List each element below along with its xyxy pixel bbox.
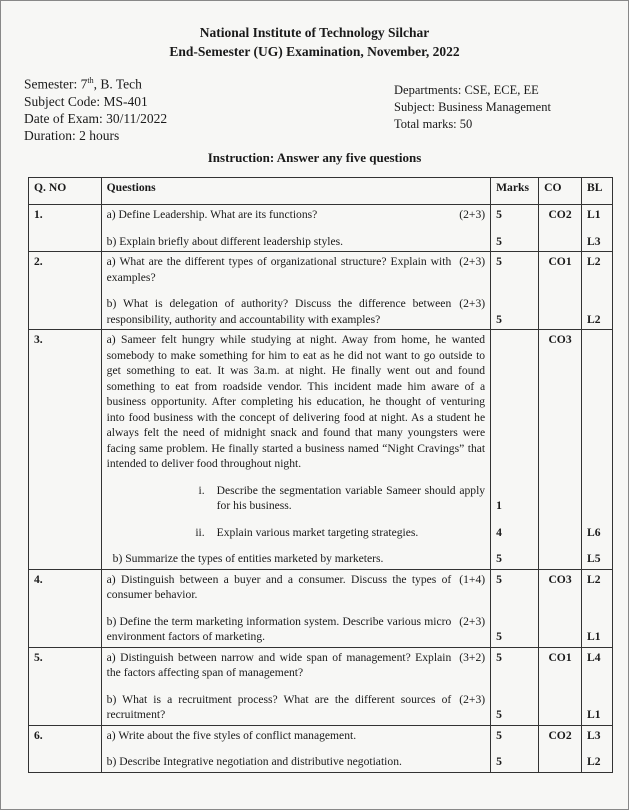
marks: 5 — [491, 542, 539, 569]
col-qno: Q. NO — [29, 178, 102, 205]
question-part — [107, 296, 485, 327]
marks-split: (2+3) — [459, 614, 486, 628]
duration: Duration: 2 hours — [24, 127, 120, 143]
blooms-level: L3 — [582, 225, 613, 252]
blooms-level: L6 — [582, 516, 613, 543]
table-row — [29, 516, 613, 543]
question-text — [101, 330, 490, 474]
question-text — [101, 569, 490, 605]
question-part — [107, 728, 485, 744]
exam-meta-right — [394, 82, 551, 133]
institute-name: National Institute of Technology Silchar — [199, 25, 430, 40]
blooms-level: L5 — [582, 542, 613, 569]
semester: Semester: 7th, B. Tech — [24, 76, 142, 92]
col-co: CO — [539, 178, 582, 205]
question-part — [107, 572, 485, 603]
question-number: 3. — [29, 330, 102, 570]
question-text — [101, 542, 490, 569]
blooms-level: L2 — [582, 745, 613, 772]
table-row — [29, 474, 613, 516]
question-text — [101, 225, 490, 252]
marks: 1 — [491, 474, 539, 516]
question-part-text: b) Summarize the types of entities marketed by marketers. — [112, 552, 384, 565]
course-outcome: CO3 — [539, 569, 582, 647]
course-outcome: CO2 — [539, 725, 582, 772]
blooms-level: L3 — [582, 725, 613, 745]
exam-meta-left — [24, 72, 167, 144]
sub-question — [107, 483, 485, 514]
subject: Subject: Business Management — [394, 100, 551, 114]
marks-split: (2+3) — [459, 692, 486, 706]
marks: 5 — [491, 683, 539, 726]
question-text — [101, 647, 490, 683]
question-part — [107, 650, 485, 681]
question-part — [107, 207, 485, 223]
question-part-text: a) Define Leadership. What are its functions? — [106, 208, 318, 221]
table-row — [29, 205, 613, 225]
table-row — [29, 287, 613, 330]
departments: Departments: CSE, ECE, EE — [394, 83, 539, 97]
marks — [491, 330, 539, 474]
question-part-text: a) Distinguish between a buyer and a consumer. Discuss the types of consumer behavior. — [106, 572, 452, 601]
question-part — [107, 234, 485, 250]
table-row — [29, 225, 613, 252]
marks-split: (3+2) — [459, 650, 486, 664]
sub-question-number: ii. — [195, 525, 205, 539]
course-outcome: CO1 — [539, 252, 582, 330]
question-text — [101, 516, 490, 543]
question-part — [107, 614, 485, 645]
question-part-text: b) Define the term marketing information system. Describe various micro environment factors of marketing. — [106, 614, 452, 643]
question-text — [101, 287, 490, 330]
sub-question — [107, 525, 485, 541]
exam-date: Date of Exam: 30/11/2022 — [24, 110, 168, 126]
question-part — [107, 332, 485, 472]
blooms-level: L2 — [582, 252, 613, 288]
question-part — [107, 551, 485, 567]
marks: 5 — [491, 725, 539, 745]
question-text — [101, 205, 490, 225]
question-part-text: b) What is a recruitment process? What are the different sources of recruitment? — [106, 692, 452, 721]
course-outcome: CO2 — [539, 205, 582, 252]
sub-question-text: Explain various market targeting strategies. — [216, 525, 419, 539]
blooms-level: L2 — [582, 287, 613, 330]
question-text — [101, 683, 490, 726]
col-questions: Questions — [101, 178, 490, 205]
table-row — [29, 252, 613, 288]
course-outcome: CO1 — [539, 647, 582, 725]
question-number: 6. — [29, 725, 102, 772]
question-text — [101, 745, 490, 772]
marks: 5 — [491, 225, 539, 252]
question-number: 2. — [29, 252, 102, 330]
marks-split: (2+3) — [459, 208, 486, 221]
blooms-level — [582, 474, 613, 516]
question-part-text: b) Describe Integrative negotiation and distributive negotiation. — [106, 755, 402, 768]
table-row — [29, 725, 613, 745]
exam-title: End-Semester (UG) Examination, November, 2022 — [169, 44, 460, 59]
question-part — [107, 254, 485, 285]
question-part — [107, 754, 485, 770]
subject-code: Subject Code: MS-401 — [24, 93, 148, 109]
course-outcome: CO3 — [539, 330, 582, 570]
marks: 5 — [491, 287, 539, 330]
marks: 5 — [491, 252, 539, 288]
blooms-level: L2 — [582, 569, 613, 605]
question-number: 4. — [29, 569, 102, 647]
marks-split: (2+3) — [459, 255, 486, 268]
sub-question-number: i. — [198, 483, 205, 497]
question-text — [101, 474, 490, 516]
col-marks: Marks — [491, 178, 539, 205]
question-part-text: a) Write about the five styles of conflict management. — [106, 728, 357, 742]
question-table — [28, 177, 613, 773]
table-header — [29, 178, 613, 205]
instruction: Instruction: Answer any five questions — [207, 150, 422, 165]
marks: 5 — [491, 745, 539, 772]
question-text — [101, 725, 490, 745]
blooms-level: L1 — [582, 205, 613, 225]
question-part-text: a) Sameer felt hungry while studying at night. Away from home, he wanted somebody to make something for him to eat as he did not want to go outside to get something to eat. It was 3a.m. at night. He finally went out and found something to eat from roadside vendor. This incident made him aware of a business opportunity. After completing his education, he thought of venturing into food business with the concept of delivering food at night. As a student he always felt the need of midnight snack and found that many youngsters were facing same problem. He finally started a business named “Night Cravings” that intended to deliver food throughout night. — [106, 333, 486, 470]
blooms-level: L1 — [582, 605, 613, 648]
marks: 4 — [491, 516, 539, 543]
marks: 5 — [491, 569, 539, 605]
question-part-text: a) Distinguish between narrow and wide span of management? Explain the factors affecting span of management? — [106, 650, 452, 679]
marks-split: (1+4) — [459, 572, 486, 586]
question-text — [101, 252, 490, 288]
marks: 5 — [491, 205, 539, 225]
table-row — [29, 330, 613, 474]
blooms-level: L4 — [582, 647, 613, 683]
question-part-text: b) Explain briefly about different leadership styles. — [106, 234, 344, 248]
question-part-text: b) What is delegation of authority? Discuss the difference between responsibility, authority and accountability with examples? — [106, 297, 452, 326]
question-number: 1. — [29, 205, 102, 252]
table-row — [29, 745, 613, 772]
blooms-level: L1 — [582, 683, 613, 726]
table-row — [29, 542, 613, 569]
question-number: 5. — [29, 647, 102, 725]
question-part — [107, 692, 485, 723]
table-row — [29, 647, 613, 683]
marks-split: (2+3) — [459, 297, 486, 310]
marks: 5 — [491, 605, 539, 648]
col-bl: BL — [582, 178, 613, 205]
sub-question-text: Describe the segmentation variable Sameer should apply for his business. — [216, 483, 486, 512]
blooms-level — [582, 330, 613, 474]
question-part-text: a) What are the different types of organizational structure? Explain with examples? — [106, 255, 452, 284]
table-row — [29, 569, 613, 605]
table-row — [29, 683, 613, 726]
marks: 5 — [491, 647, 539, 683]
total-marks: Total marks: 50 — [394, 117, 473, 131]
question-text — [101, 605, 490, 648]
table-row — [29, 605, 613, 648]
